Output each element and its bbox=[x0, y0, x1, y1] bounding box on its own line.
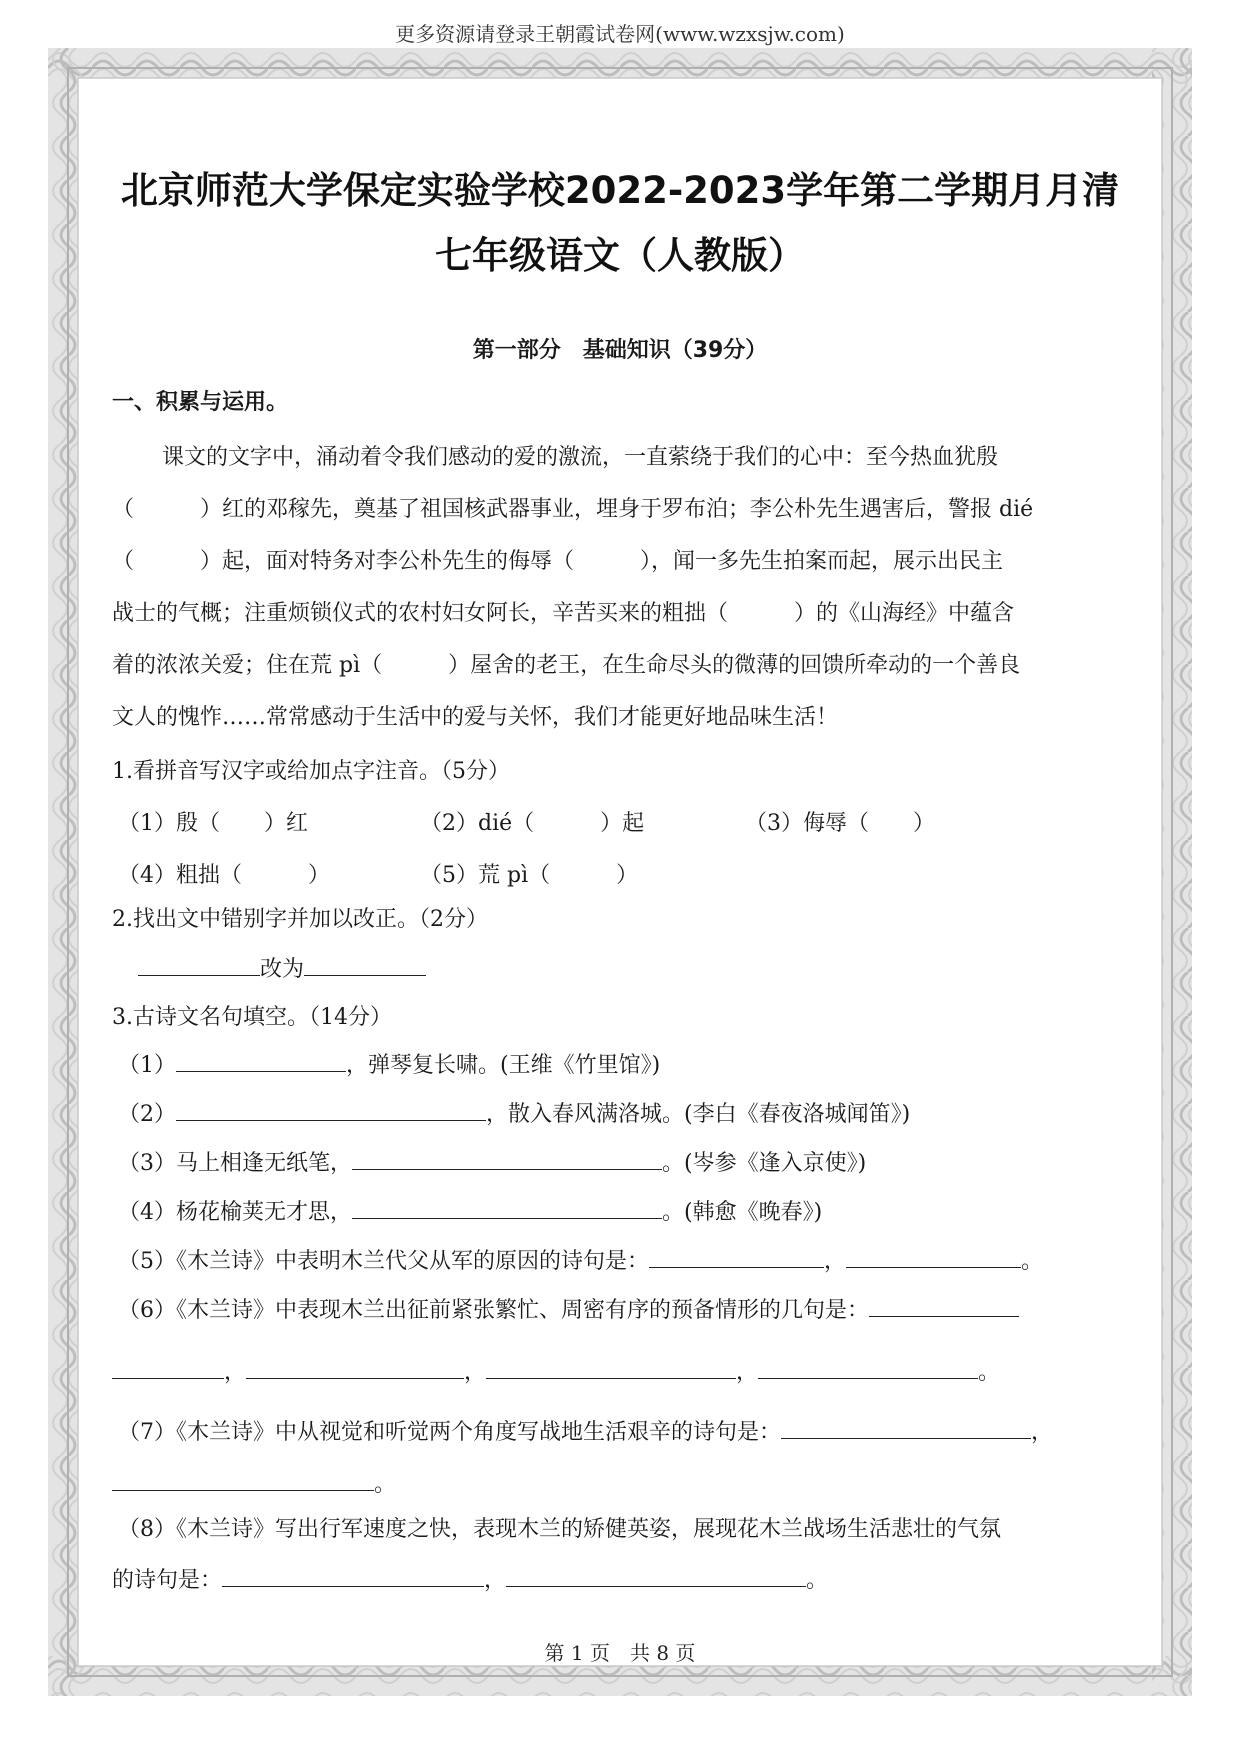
answer-blank[interactable] bbox=[352, 1196, 662, 1219]
item-text: （3）马上相逢无纸笔， bbox=[118, 1151, 352, 1176]
change-to-label: 改为 bbox=[260, 957, 305, 982]
q3-item-8: （8）《木兰诗》写出行军速度之快，表现木兰的矫健英姿，展现花木兰战场生活悲壮的气氛 bbox=[118, 1517, 1002, 1542]
exam-title: 北京师范大学保定实验学校2022-2023学年第二学期月月清 bbox=[120, 169, 1120, 212]
item-number: （2） bbox=[118, 1102, 176, 1127]
period: 。 bbox=[978, 1360, 1001, 1385]
passage-line: 着的浓浓关爱；住在荒 pì（ ）屋舍的老王，在生命尽头的微薄的回馈所牵动的一个善良 bbox=[112, 653, 1021, 678]
item-source: 。(韩愈《晚春》) bbox=[662, 1200, 823, 1225]
page-footer: 第 1 页 共 8 页 bbox=[544, 1641, 696, 1665]
period: 。 bbox=[806, 1568, 829, 1593]
answer-blank[interactable] bbox=[758, 1356, 978, 1379]
part-heading: 第一部分 基础知识（39分） bbox=[472, 338, 768, 363]
q3-item-7-continued bbox=[112, 1467, 396, 1498]
item-text: （7）《木兰诗》中从视觉和听觉两个角度写战地生活艰辛的诗句是： bbox=[118, 1420, 781, 1445]
answer-blank[interactable] bbox=[304, 953, 426, 976]
q3-item-6-continued bbox=[112, 1355, 1000, 1386]
q1-item-1: （1）殷（ ）红 bbox=[118, 811, 308, 836]
section-heading: 一、积累与运用。 bbox=[112, 390, 289, 415]
item-text: （5）《木兰诗》中表明木兰代父从军的原因的诗句是： bbox=[118, 1249, 649, 1274]
q1-item-3: （3）侮辱（ ） bbox=[745, 811, 935, 836]
item-text: ，弹琴复长啸。(王维《竹里馆》) bbox=[346, 1053, 661, 1078]
answer-blank[interactable] bbox=[506, 1564, 806, 1587]
comma: ， bbox=[484, 1568, 507, 1593]
q3-item-2 bbox=[118, 1097, 910, 1128]
comma: ， bbox=[1031, 1420, 1054, 1445]
q2-answer-row bbox=[138, 952, 426, 983]
q1-item-4: （4）粗拙（ ） bbox=[118, 863, 330, 888]
item-text: ，散入春风满洛城。(李白《春夜洛城闻笛》) bbox=[486, 1102, 911, 1127]
source-note: 更多资源请登录王朝霞试卷网(www.wzxsjw.com) bbox=[395, 22, 845, 46]
answer-blank[interactable] bbox=[846, 1245, 1021, 1268]
answer-blank[interactable] bbox=[649, 1245, 824, 1268]
answer-blank[interactable] bbox=[176, 1049, 346, 1072]
answer-blank[interactable] bbox=[138, 953, 260, 976]
comma: ， bbox=[224, 1360, 247, 1385]
exam-subtitle: 七年级语文（人教版） bbox=[435, 234, 805, 277]
answer-blank[interactable] bbox=[112, 1356, 224, 1379]
item-text: （6）《木兰诗》中表现木兰出征前紧张繁忙、周密有序的预备情形的几句是： bbox=[118, 1298, 869, 1323]
passage-line: 战士的气概；注重烦锁仪式的农村妇女阿长，辛苦买来的粗拙（ ）的《山海经》中蕴含 bbox=[112, 601, 1015, 626]
q3-item-8-continued bbox=[112, 1563, 828, 1594]
comma: ， bbox=[824, 1249, 847, 1274]
answer-blank[interactable] bbox=[112, 1468, 374, 1491]
item-source: 。(岑参《逢入京使》) bbox=[662, 1151, 867, 1176]
item-text: 的诗句是： bbox=[112, 1568, 223, 1593]
answer-blank[interactable] bbox=[352, 1147, 662, 1170]
period: 。 bbox=[374, 1472, 397, 1497]
answer-blank[interactable] bbox=[869, 1294, 1019, 1317]
comma: ， bbox=[464, 1360, 487, 1385]
answer-blank[interactable] bbox=[176, 1098, 486, 1121]
passage-line: （ ）起，面对特务对李公朴先生的侮辱（ ），闻一多先生拍案而起，展示出民主 bbox=[112, 549, 1004, 574]
q3-item-7 bbox=[118, 1415, 1053, 1446]
q3-item-6 bbox=[118, 1293, 1019, 1324]
passage-line: 课文的文字中，涌动着令我们感动的爱的激流，一直萦绕于我们的心中：至今热血犹殷 bbox=[162, 445, 999, 470]
item-text: （4）杨花榆荚无才思， bbox=[118, 1200, 352, 1225]
passage-line: 文人的愧怍……常常感动于生活中的爱与关怀，我们才能更好地品味生活！ bbox=[112, 705, 839, 730]
answer-blank[interactable] bbox=[486, 1356, 736, 1379]
q3-item-4 bbox=[118, 1195, 822, 1226]
answer-blank[interactable] bbox=[246, 1356, 464, 1379]
answer-blank[interactable] bbox=[222, 1564, 484, 1587]
q1-item-2: （2）dié（ ）起 bbox=[420, 811, 645, 836]
comma: ， bbox=[736, 1360, 759, 1385]
q3-item-3 bbox=[118, 1146, 866, 1177]
period: 。 bbox=[1021, 1249, 1044, 1274]
q1-item-5: （5）荒 pì（ ） bbox=[420, 863, 639, 888]
q3-item-1 bbox=[118, 1048, 660, 1079]
q3-item-5 bbox=[118, 1244, 1043, 1275]
question-3-stem: 3.古诗文名句填空。（14分） bbox=[112, 1005, 392, 1030]
passage-line: （ ）红的邓稼先，奠基了祖国核武器事业，埋身于罗布泊；李公朴先生遇害后，警报 dié bbox=[112, 497, 1034, 522]
question-2-stem: 2.找出文中错别字并加以改正。（2分） bbox=[112, 907, 488, 932]
question-1-stem: 1.看拼音写汉字或给加点字注音。（5分） bbox=[112, 759, 510, 784]
item-number: （1） bbox=[118, 1053, 176, 1078]
answer-blank[interactable] bbox=[781, 1416, 1031, 1439]
